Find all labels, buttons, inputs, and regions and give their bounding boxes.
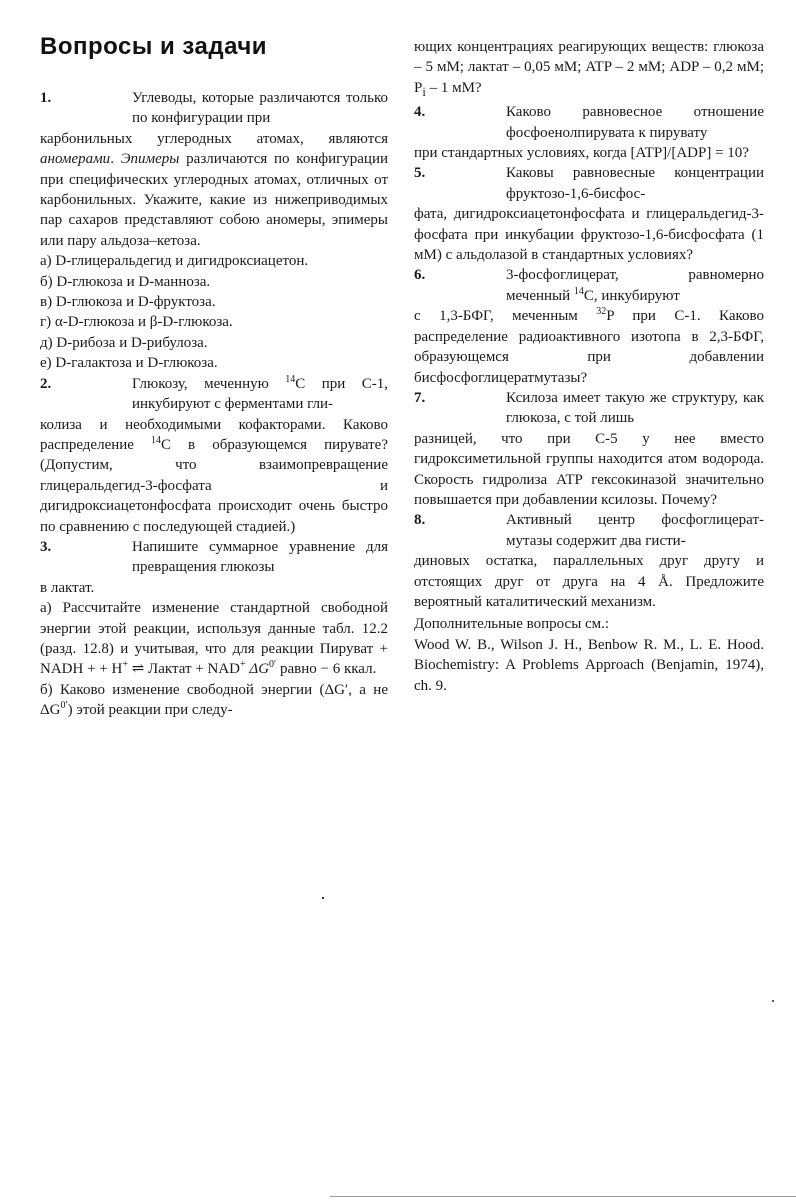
charge-superscript: + <box>122 659 128 671</box>
question-text-first: Углеводы, которые различаются только по конфигурации при <box>132 90 388 127</box>
question-text-rest <box>40 129 388 251</box>
question-number: 4. <box>414 104 426 121</box>
text-run: C в образующемся пирувате? (Допустим, что взаимопревращение глицеральдегид-3-фосфата и дигидроксиацетонфосфата происходит очень быстро по сравнению с последующей стадией.) <box>40 436 388 535</box>
term-anomers: аномерами <box>40 151 111 168</box>
question-1 <box>40 88 388 374</box>
reference: Wood W. B., Wilson J. H., Benbow R. M., L. E. Hood. Biochemistry: A Problems Approach (Benjamin, 1974), ch. 9. <box>414 636 764 694</box>
text-run: б) Каково изменение свободной энергии (ΔG′, а не ΔG <box>40 681 388 719</box>
text-run: колиза и необходимыми кофакторами. Каково распределение <box>40 416 388 453</box>
question-text-first: Активный центр фосфоглицерат-мутазы содержит два гисти- <box>506 512 764 549</box>
question-text-first: Напишите суммарное уравнение для превращения глюкозы <box>132 538 388 576</box>
text-run: – 1 мМ? <box>425 79 482 96</box>
subscript: i <box>422 84 426 99</box>
delta-g-symbol: ΔG <box>245 661 270 678</box>
page-edge-rule <box>330 1196 796 1197</box>
question-5 <box>414 163 764 265</box>
question-text-rest <box>414 306 764 388</box>
question-text-rest: при стандартных условиях, когда [ATP]/[ADP] = 10? <box>414 145 749 162</box>
left-column <box>40 88 388 721</box>
question-text-rest: диновых остатка, параллельных друг другу и отстоящих друг от друга на 4 Å. Предложите вероятный каталитический механизм. <box>414 553 764 610</box>
print-speck <box>772 1000 774 1002</box>
question-number: 2. <box>40 375 52 392</box>
question-text-rest: фата, дигидроксиацетонфосфата и глицеральдегид-3-фосфата при инкубации фруктозо-1,6-бисфосфата (1 мМ) с альдолазой в стандартных условиях? <box>414 206 764 264</box>
right-column <box>414 37 764 696</box>
text-run: ⇌ Лактат + NAD <box>127 661 240 678</box>
text-run: . <box>110 151 121 168</box>
question-7 <box>414 388 764 510</box>
question-number: 5. <box>414 165 426 182</box>
text-run: 3-фосфоглицерат, равномерно меченный <box>506 267 764 304</box>
text-run: P при C-1. Каково распределение радиоактивного изотопа в 2,3-БФГ, образующемся при добавлении бисфосфоглицератмутазы? <box>414 308 764 386</box>
question-2 <box>40 374 388 537</box>
question-number: 7. <box>414 389 426 406</box>
question-text-rest: в лактат. <box>40 579 95 596</box>
subquestion-b <box>40 680 388 721</box>
isotope-superscript: 14 <box>285 373 296 385</box>
term-epimers: Эпимеры <box>120 151 180 168</box>
print-speck <box>322 897 324 899</box>
question-number: 6. <box>414 267 426 284</box>
question-text-rest: разницей, что при C-5 у нее вместо гидроксиметильной группы находится атом водорода. Скорость гидролиза ATP гексокиназой значительно повышается при добавлении ксилозы. Почему? <box>414 430 764 508</box>
option-d: д) D-рибоза и D-рибулоза. <box>40 334 208 351</box>
question-3-continuation <box>414 37 764 102</box>
question-text-first: Каковы равновесные концентрации фруктозо-1,6-бисфос- <box>506 165 764 202</box>
isotope-superscript: 32 <box>596 306 607 318</box>
question-number: 3. <box>40 538 52 555</box>
option-a: а) D-глицеральдегид и дигидроксиацетон. <box>40 253 309 270</box>
question-text-first: Каково равновесное отношение фосфоенолпирувата к пирувату <box>506 104 764 141</box>
option-v: в) D-глюкоза и D-фруктоза. <box>40 294 216 311</box>
extra-questions-label: Дополнительные вопросы см.: <box>414 616 610 633</box>
text-run: ющих концентрациях реагирующих веществ: глюкоза – 5 мМ; лактат – 0,05 мМ; ATP – 2 мМ; ADP – 0,2 мМ; P <box>414 39 764 96</box>
question-text-rest <box>40 415 388 537</box>
option-b: б) D-глюкоза и D-манноза. <box>40 273 211 290</box>
text-run: различаются по конфигурации при специфических углеродных атомах, отличных от карбонильных. Укажите, какие из нижеприводимых пар сахаров представляют собою аномеры, эпимеры или пару альдоза–кетоза. <box>40 151 389 249</box>
text-run: равно − 6 ккал. <box>276 661 377 678</box>
section-heading: Вопросы и задачи <box>40 33 268 60</box>
question-text-first <box>506 265 764 306</box>
isotope-superscript: 14 <box>573 285 584 297</box>
text-run: а) Рассчитайте изменение стандартной свободной энергии этой реакции, используя данные табл. 12.2 (разд. 12.8) и учитывая, что для реакции Пируват + NADH + + H <box>40 600 388 678</box>
charge-superscript: + <box>240 659 246 671</box>
text-run: Глюкозу, меченную <box>132 375 286 392</box>
text-run: C при C-1, инкубируют с ферментами гли- <box>132 375 389 413</box>
question-text-first <box>132 374 388 415</box>
text-run: карбонильных углеродных атомах, являются <box>40 130 388 147</box>
question-text-first: Ксилоза имеет такую же структуру, как глюкоза, с той лишь <box>506 389 764 427</box>
standard-superscript: 0′ <box>269 659 277 671</box>
text-run: ) этой реакции при следу- <box>67 702 233 719</box>
standard-superscript: 0′ <box>60 700 68 712</box>
question-number: 8. <box>414 512 426 529</box>
option-g: г) α-D-глюкоза и β-D-глюкоза. <box>40 314 233 331</box>
option-e: е) D-галактоза и D-глюкоза. <box>40 355 218 372</box>
question-3 <box>40 537 388 721</box>
question-6 <box>414 265 764 387</box>
question-4 <box>414 102 764 163</box>
subquestion-a <box>40 598 388 680</box>
question-number: 1. <box>40 90 52 106</box>
text-run: с 1,3-БФГ, меченным <box>414 308 597 325</box>
question-8 <box>414 510 764 612</box>
isotope-superscript: 14 <box>151 434 161 446</box>
text-run: C, инкубируют <box>583 287 680 304</box>
